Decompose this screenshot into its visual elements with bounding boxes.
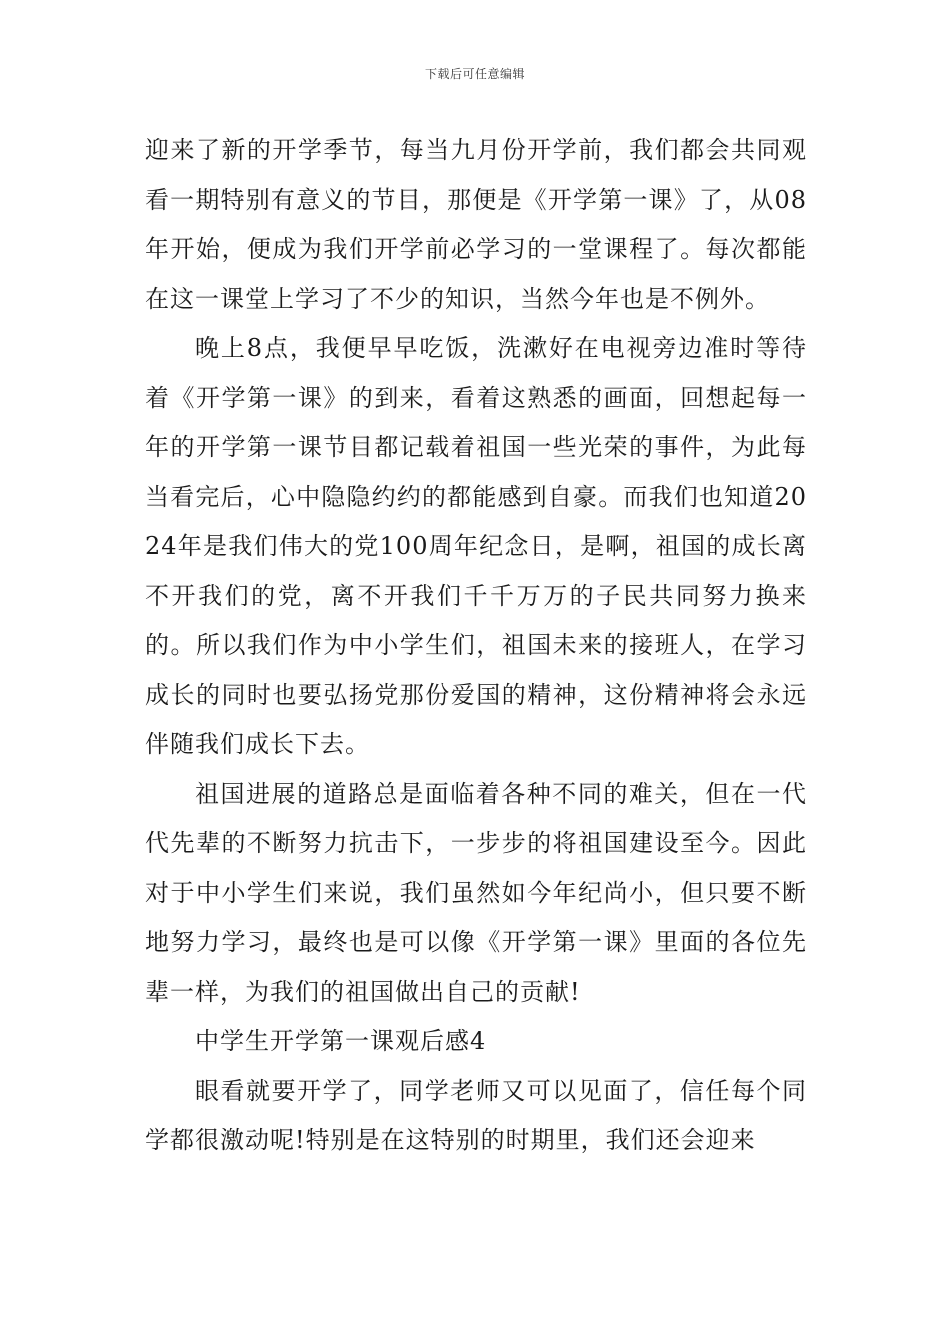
paragraph-intro: 迎来了新的开学季节，每当九月份开学前，我们都会共同观看一期特别有意义的节目，那便是《开学第一课》了，从08年开始，便成为我们开学前必学习的一堂课程了。每次都能在这一课堂上学习了不少的知识，当然今年也是不例外。 [145,136,807,313]
paragraph-motherland: 祖国进展的道路总是面临着各种不同的难关，但在一代代先辈的不断努力抗击下，一步步的将祖国建设至今。因此对于中小学生们来说，我们虽然如今年纪尚小，但只要不断地努力学习，最终也是可以像《开学第一课》里面的各位先辈一样，为我们的祖国做出自己的贡献! [145,779,807,1006]
paragraph-evening: 晚上8点，我便早早吃饭，洗漱好在电视旁边准时等待着《开学第一课》的到来，看着这熟悉的画面，回想起每一年的开学第一课节目都记载着祖国一些光荣的事件，为此每当看完后，心中隐隐约约的都能感到自豪。而我们也知道2024年是我们伟大的党100周年纪念日，是啊，祖国的成长离不开我们的党，离不开我们千千万万的子民共同努力换来的。所以我们作为中小学生们，祖国未来的接班人，在学习成长的同时也要弘扬党那份爱国的精神，这份精神将会永远伴随我们成长下去。 [145,334,807,758]
paragraph-school-start: 眼看就要开学了，同学老师又可以见面了，信任每个同学都很激动呢!特别是在这特别的时期里，我们还会迎来 [145,1076,807,1154]
section-heading: 中学生开学第一课观后感4 [195,1027,487,1055]
document-body [145,126,807,1166]
page-header-note: 下载后可任意编辑 [424,67,525,81]
